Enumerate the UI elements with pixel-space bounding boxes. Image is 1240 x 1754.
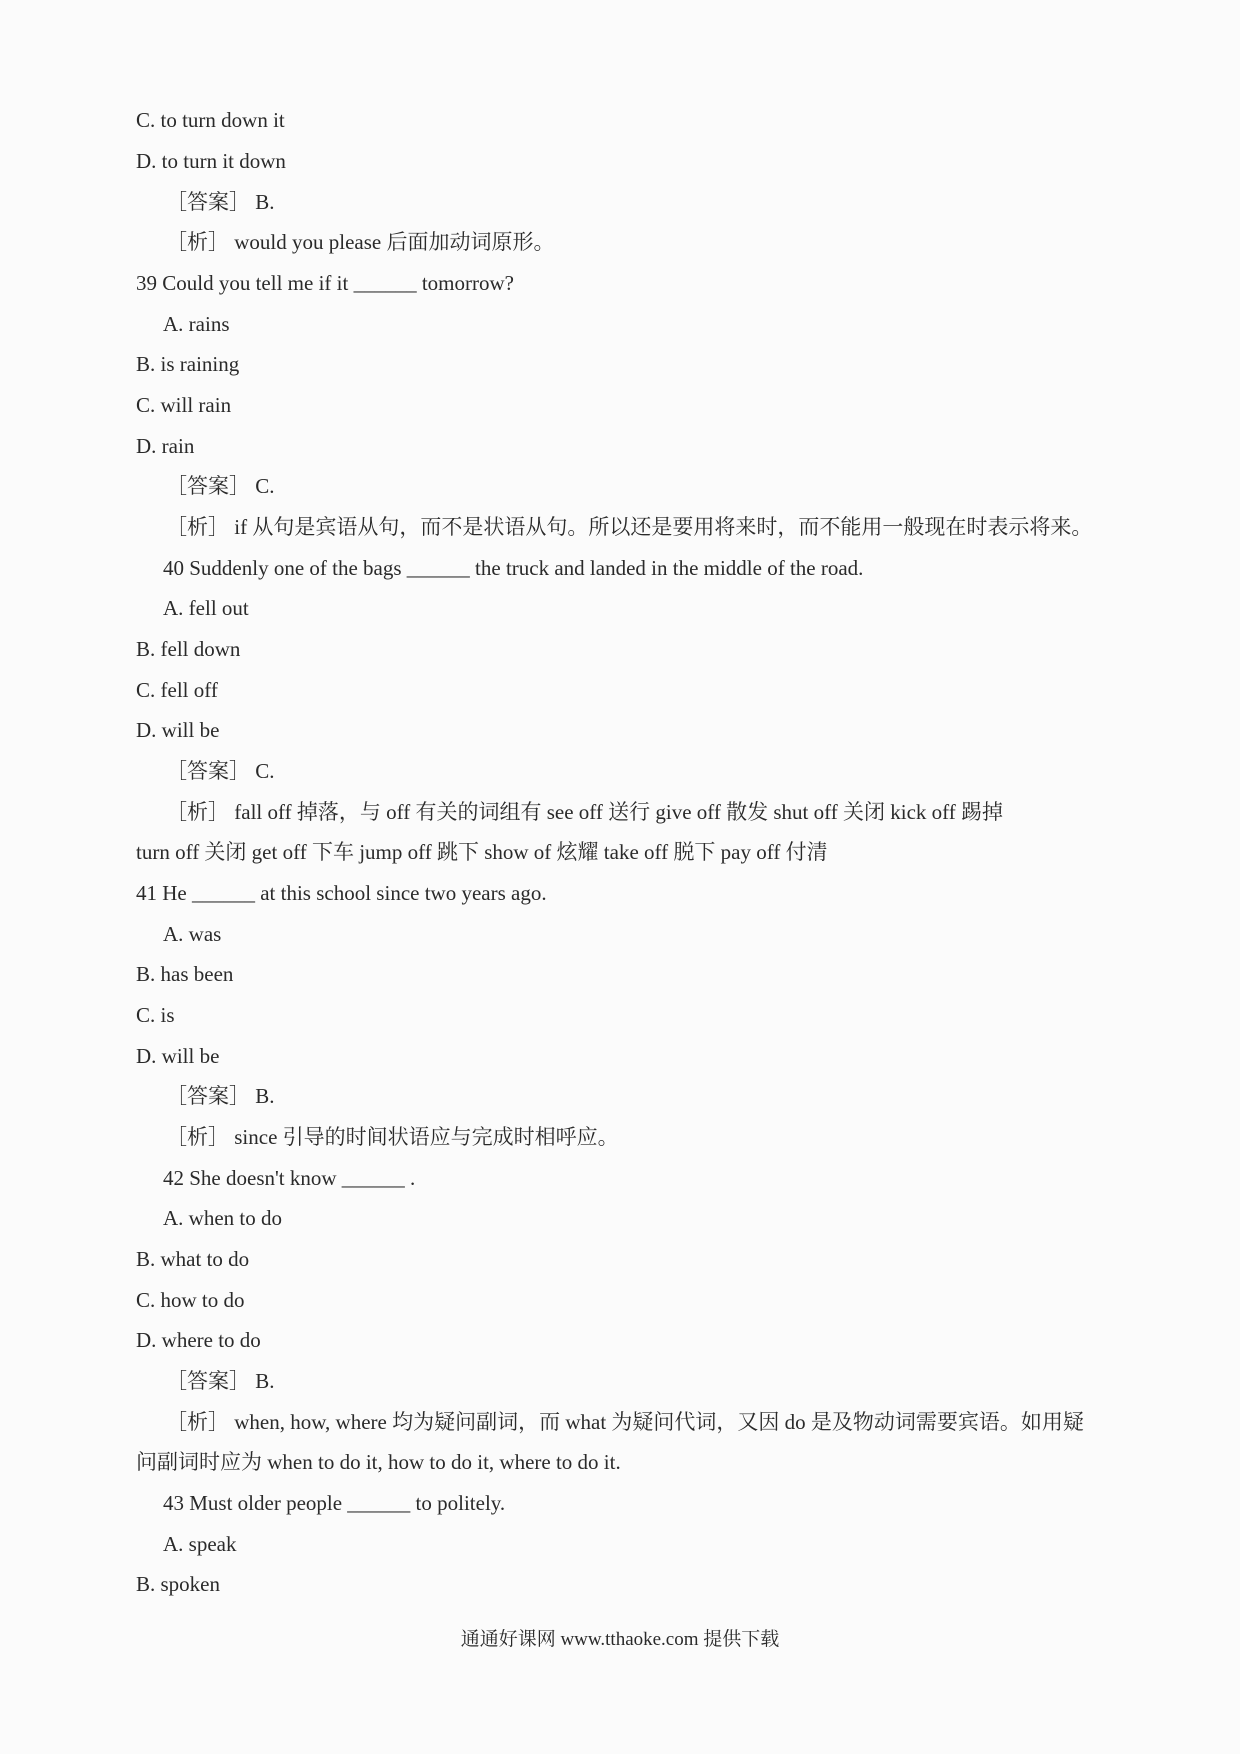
question-42: 42 She doesn't know ______ . [163, 1166, 416, 1190]
question-40: 40 Suddenly one of the bags ______ the truck and landed in the middle of the road. [163, 556, 864, 580]
option-a: A. fell out [163, 596, 249, 620]
answer-line: ［答案］ B. [166, 1369, 275, 1393]
option-c: C. to turn down it [136, 108, 285, 132]
analysis-line: ［析］ fall off 掉落，与 off 有关的词组有 see off 送行 give off 散发 shut off 关闭 kick off 踢掉 [166, 800, 1004, 824]
analysis-line: ［析］ when, how, where 均为疑问副词，而 what 为疑问代词，又因 do 是及物动词需要宾语。如用疑 [166, 1410, 1084, 1434]
answer-line: ［答案］ B. [166, 190, 275, 214]
option-a: A. rains [163, 312, 230, 336]
option-b: B. is raining [136, 352, 240, 376]
question-41: 41 He ______ at this school since two years ago. [136, 881, 547, 905]
option-a: A. speak [163, 1532, 237, 1556]
answer-line: ［答案］ B. [166, 1084, 275, 1108]
option-c: C. fell off [136, 678, 218, 702]
option-a: A. when to do [163, 1206, 282, 1230]
page-footer: 通通好课网 www.tthaoke.com 提供下载 [460, 1629, 780, 1650]
question-43: 43 Must older people ______ to politely. [163, 1491, 506, 1515]
option-a: A. was [163, 922, 222, 946]
option-b: B. what to do [136, 1247, 250, 1271]
answer-line: ［答案］ C. [166, 474, 275, 498]
option-c: C. how to do [136, 1288, 245, 1312]
option-d: D. rain [136, 434, 195, 458]
analysis-continued: 问副词时应为 when to do it, how to do it, where to do it. [136, 1450, 621, 1474]
option-d: D. to turn it down [136, 149, 286, 173]
analysis-line: ［析］ if 从句是宾语从句，而不是状语从句。所以还是要用将来时，而不能用一般现在时表示将来。 [166, 515, 1093, 539]
option-d: D. where to do [136, 1328, 261, 1352]
option-b: B. spoken [136, 1572, 220, 1596]
option-b: B. has been [136, 962, 234, 986]
analysis-continued: turn off 关闭 get off 下车 jump off 跳下 show of 炫耀 take off 脱下 pay off 付清 [136, 840, 828, 864]
question-39: 39 Could you tell me if it ______ tomorrow? [136, 271, 514, 295]
option-d: D. will be [136, 1044, 220, 1068]
option-b: B. fell down [136, 637, 241, 661]
option-c: C. is [136, 1003, 175, 1027]
option-d: D. will be [136, 718, 220, 742]
option-c: C. will rain [136, 393, 232, 417]
answer-line: ［答案］ C. [166, 759, 275, 783]
analysis-line: ［析］ would you please 后面加动词原形。 [166, 230, 555, 254]
analysis-line: ［析］ since 引导的时间状语应与完成时相呼应。 [166, 1125, 619, 1149]
